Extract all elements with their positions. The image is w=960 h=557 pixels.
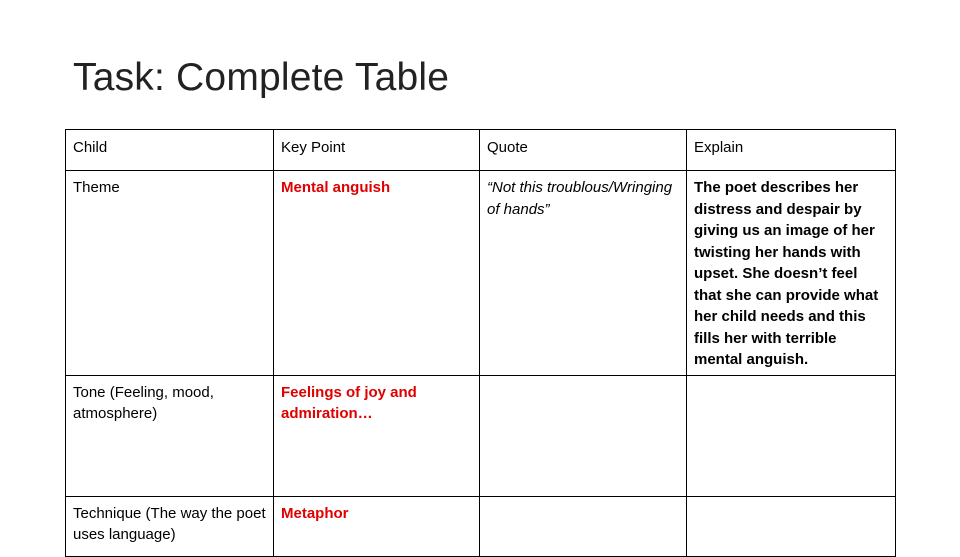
header-cell-explain: Explain	[687, 130, 896, 171]
cell-explain-theme: The poet describes her distress and despair by giving us an image of her twisting her hands with upset. She doesn’t feel that she can provide what her child needs and this fills her with terrible mental anguish.	[687, 171, 896, 376]
header-cell-quote: Quote	[480, 130, 687, 171]
cell-explain-tone[interactable]	[687, 375, 896, 496]
cell-quote-theme: “Not this troublous/Wringing of hands”	[480, 171, 687, 376]
table-header-row	[66, 130, 896, 171]
slide-title: Task: Complete Table	[73, 56, 450, 99]
cell-quote-technique[interactable]	[480, 496, 687, 556]
cell-child-technique: Technique (The way the poet uses language)	[66, 496, 274, 556]
cell-child-tone: Tone (Feeling, mood, atmosphere)	[66, 375, 274, 496]
complete-table	[65, 129, 896, 557]
header-cell-key-point: Key Point	[274, 130, 480, 171]
cell-key-point-tone: Feelings of joy and admiration…	[274, 375, 480, 496]
table-row-technique	[66, 496, 896, 556]
table-row-theme	[66, 171, 896, 376]
table-row-tone	[66, 375, 896, 496]
cell-key-point-technique: Metaphor	[274, 496, 480, 556]
cell-explain-technique[interactable]	[687, 496, 896, 556]
cell-quote-tone[interactable]	[480, 375, 687, 496]
header-cell-child: Child	[66, 130, 274, 171]
cell-child-theme: Theme	[66, 171, 274, 376]
cell-key-point-theme: Mental anguish	[274, 171, 480, 376]
